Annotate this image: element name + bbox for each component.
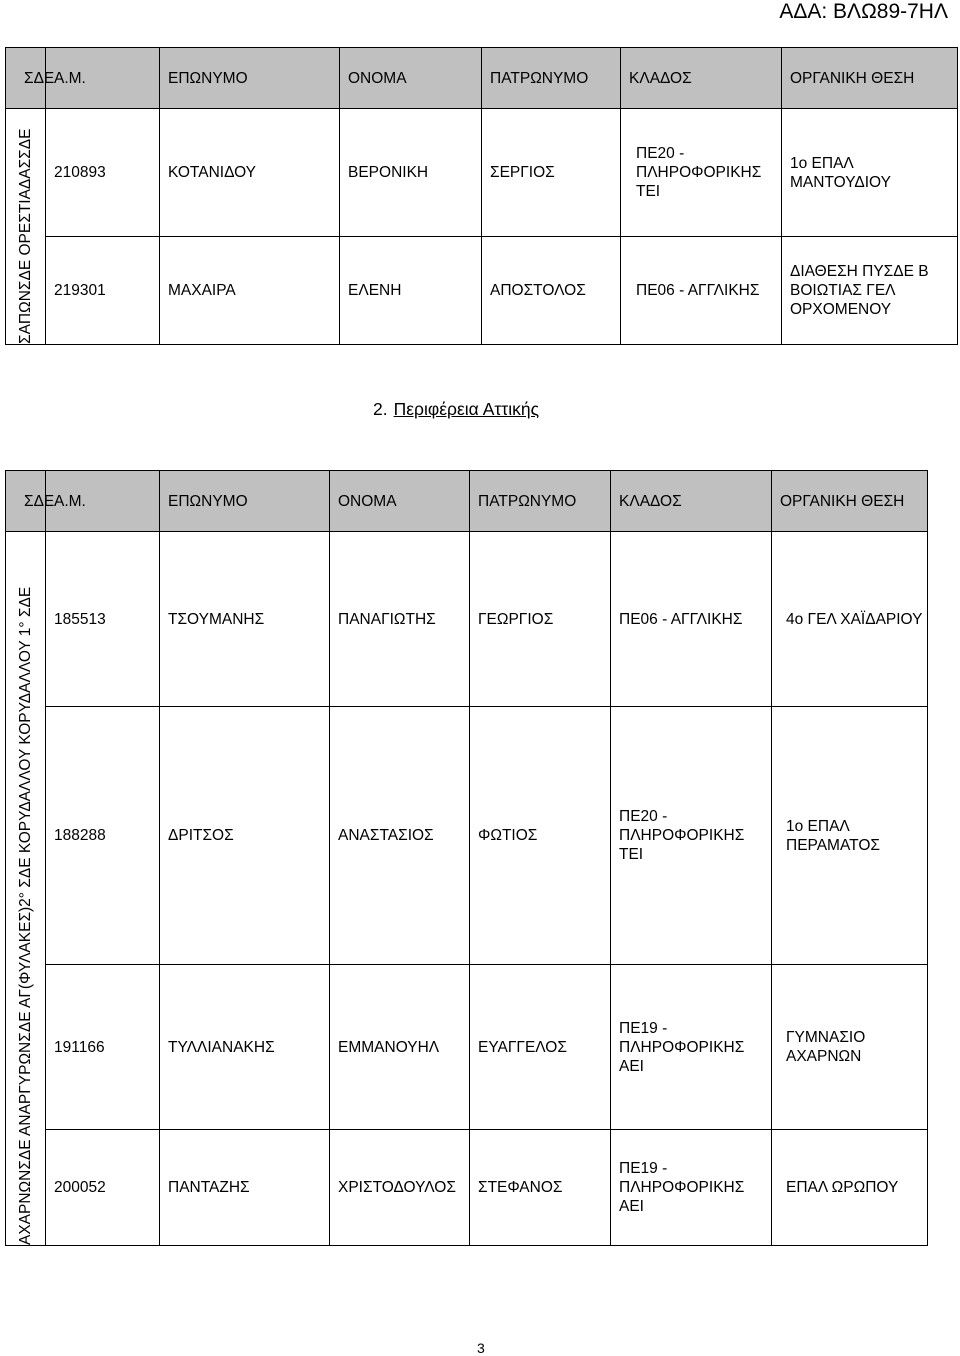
header-branch: ΚΛΑΔΟΣ xyxy=(621,48,782,109)
table-header-row xyxy=(6,48,958,109)
father-cell: ΕΥΑΓΓΕΛΟΣ xyxy=(470,965,611,1130)
surname-cell: ΔΡΙΤΣΟΣ xyxy=(160,707,330,965)
sde-cell xyxy=(6,109,46,345)
father-cell: ΓΕΩΡΓΙΟΣ xyxy=(470,532,611,707)
header-sde: ΣΔΕ xyxy=(6,471,46,532)
branch-cell: ΠΕ20 - ΠΛΗΡΟΦΟΡΙΚΗΣ ΤΕΙ xyxy=(621,109,782,237)
section-heading xyxy=(373,399,545,420)
am-cell: 200052 xyxy=(46,1130,160,1246)
position-cell: ΓΥΜΝΑΣΙΟ ΑΧΑΡΝΩΝ xyxy=(772,965,928,1130)
header-name: ΟΝΟΜΑ xyxy=(330,471,470,532)
table-row xyxy=(6,237,958,345)
table-row xyxy=(6,1130,928,1246)
header-name: ΟΝΟΜΑ xyxy=(340,48,482,109)
am-cell: 188288 xyxy=(46,707,160,965)
surname-cell: ΤΣΟΥΜΑΝΗΣ xyxy=(160,532,330,707)
am-cell: 191166 xyxy=(46,965,160,1130)
position-cell: 1ο ΕΠΑΛ ΜΑΝΤΟΥΔΙΟΥ xyxy=(782,109,958,237)
header-surname: ΕΠΩΝΥΜΟ xyxy=(160,471,330,532)
position-cell: ΔΙΑΘΕΣΗ ΠΥΣΔΕ Β ΒΟΙΩΤΙΑΣ ΓΕΛ ΟΡΧΟΜΕΝΟΥ xyxy=(782,237,958,345)
header-father: ΠΑΤΡΩΝΥΜΟ xyxy=(470,471,611,532)
father-cell: ΣΤΕΦΑΝΟΣ xyxy=(470,1130,611,1246)
branch-cell: ΠΕ19 - ΠΛΗΡΟΦΟΡΙΚΗΣ ΑΕΙ xyxy=(611,965,772,1130)
surname-cell: ΜΑΧΑΙΡΑ xyxy=(160,237,340,345)
table-header-row xyxy=(6,471,928,532)
branch-cell: ΠΕ06 - ΑΓΓΛΙΚΗΣ xyxy=(611,532,772,707)
ada-code: ΑΔΑ: ΒΛΩ89-7ΗΛ xyxy=(779,0,948,23)
father-cell: ΦΩΤΙΟΣ xyxy=(470,707,611,965)
header-am: Α.Μ. xyxy=(46,48,160,109)
surname-cell: ΤΥΛΛΙΑΝΑΚΗΣ xyxy=(160,965,330,1130)
am-cell: 219301 xyxy=(46,237,160,345)
sde-label: ΑΧΑΡΝΩΝΣΔΕ ΑΝΑΡΓΥΡΩΝΣΔΕ ΑΓ(ΦΥΛΑΚΕΣ)2° ΣΔΕ ΚΟΡΥΔΑΛΛΟΥ ΚΟΡΥΔΑΛΛΟΥ 1° ΣΔΕ xyxy=(16,586,34,1245)
name-cell: ΕΜΜΑΝΟΥΗΛ xyxy=(330,965,470,1130)
page-number: 3 xyxy=(477,1340,485,1356)
surname-cell: ΚΟΤΑΝΙΔΟΥ xyxy=(160,109,340,237)
header-position: ΟΡΓΑΝΙΚΗ ΘΕΣΗ xyxy=(782,48,958,109)
section-title: Περιφέρεια Αττικής xyxy=(393,399,540,419)
section-number: 2. xyxy=(373,399,388,419)
name-cell: ΒΕΡΟΝΙΚΗ xyxy=(340,109,482,237)
sde-label: ΣΑΠΩΝΣΔΕ ΟΡΕΣΤΙΑΔΑΣΣΔΕ xyxy=(16,128,34,344)
table-row xyxy=(6,707,928,965)
father-cell: ΑΠΟΣΤΟΛΟΣ xyxy=(482,237,621,345)
header-surname: ΕΠΩΝΥΜΟ xyxy=(160,48,340,109)
header-am: Α.Μ. xyxy=(46,471,160,532)
sde-cell xyxy=(6,532,46,1246)
branch-cell: ΠΕ06 - ΑΓΓΛΙΚΗΣ xyxy=(621,237,782,345)
header-branch: ΚΛΑΔΟΣ xyxy=(611,471,772,532)
table-row xyxy=(6,532,928,707)
header-sde: ΣΔΕ xyxy=(6,48,46,109)
table-row xyxy=(6,965,928,1130)
name-cell: ΠΑΝΑΓΙΩΤΗΣ xyxy=(330,532,470,707)
name-cell: ΕΛΕΝΗ xyxy=(340,237,482,345)
am-cell: 185513 xyxy=(46,532,160,707)
father-cell: ΣΕΡΓΙΟΣ xyxy=(482,109,621,237)
branch-cell: ΠΕ19 - ΠΛΗΡΟΦΟΡΙΚΗΣ ΑΕΙ xyxy=(611,1130,772,1246)
name-cell: ΧΡΙΣΤΟΔΟΥΛΟΣ xyxy=(330,1130,470,1246)
table-row xyxy=(6,109,958,237)
surname-cell: ΠΑΝΤΑΖΗΣ xyxy=(160,1130,330,1246)
branch-cell: ΠΕ20 - ΠΛΗΡΟΦΟΡΙΚΗΣ ΤΕΙ xyxy=(611,707,772,965)
transfer-table-2 xyxy=(5,470,928,1246)
position-cell: 4ο ΓΕΛ ΧΑΪΔΑΡΙΟΥ xyxy=(772,532,928,707)
header-father: ΠΑΤΡΩΝΥΜΟ xyxy=(482,48,621,109)
transfer-table-1 xyxy=(5,47,958,345)
header-position: ΟΡΓΑΝΙΚΗ ΘΕΣΗ xyxy=(772,471,928,532)
am-cell: 210893 xyxy=(46,109,160,237)
name-cell: ΑΝΑΣΤΑΣΙΟΣ xyxy=(330,707,470,965)
position-cell: ΕΠΑΛ ΩΡΩΠΟΥ xyxy=(772,1130,928,1246)
position-cell: 1ο ΕΠΑΛ ΠΕΡΑΜΑΤΟΣ xyxy=(772,707,928,965)
